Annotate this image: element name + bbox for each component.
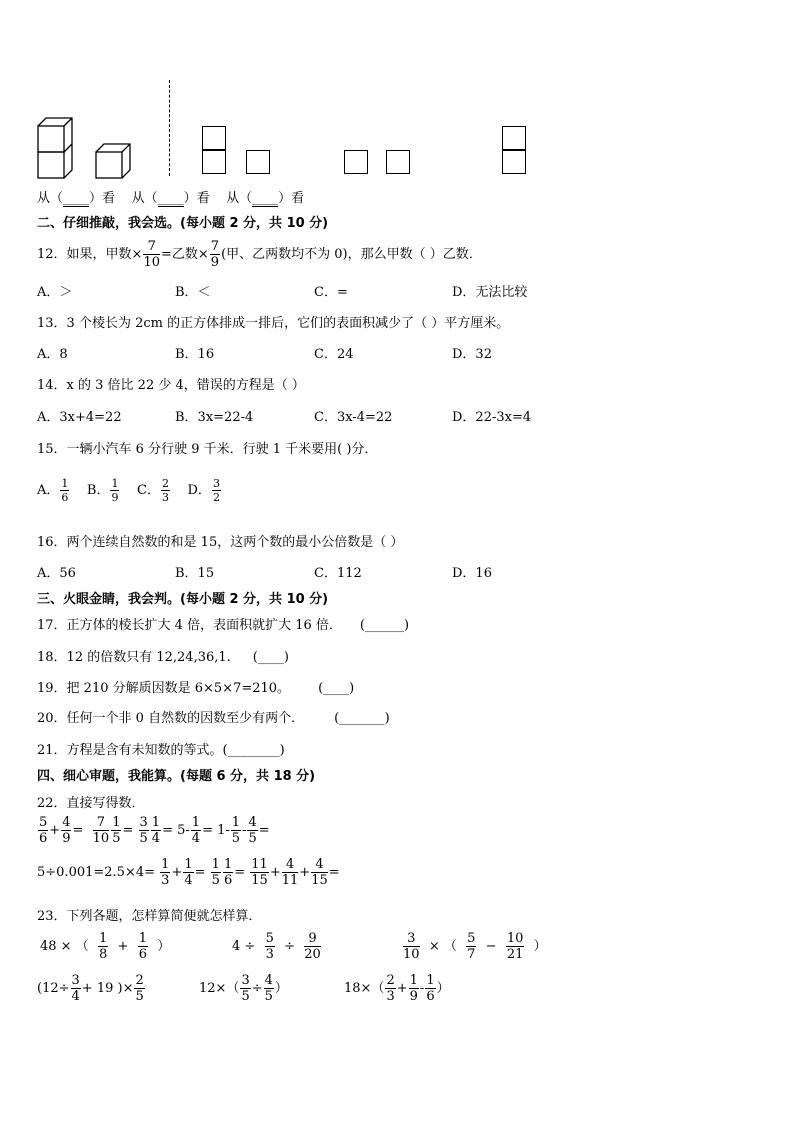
question-12: 12．如果，甲数× $\frac{7}{10}$ =乙数× $\frac{7}{9}$ (甲、乙两数均不为 0)，那么甲数（ ）乙数． bbox=[37, 239, 482, 270]
option[interactable]: A． $\frac{1}{6}$ bbox=[37, 477, 69, 504]
cube-figures bbox=[30, 110, 140, 180]
option[interactable]: C．112 bbox=[314, 566, 362, 581]
option[interactable]: B．16 bbox=[175, 347, 215, 362]
question-14: 14．x 的 3 倍比 22 少 4，错误的方程是（ ） bbox=[37, 378, 305, 393]
question-16: 16．两个连续自然数的和是 15，这两个数的最小公倍数是（ ） bbox=[37, 535, 404, 550]
option[interactable]: C．24 bbox=[314, 347, 354, 362]
option[interactable]: D．22-3x=4 bbox=[452, 410, 532, 425]
view-square bbox=[502, 126, 526, 150]
view-square bbox=[246, 150, 270, 174]
question-22-title: 22．直接写得数． bbox=[37, 796, 145, 811]
option[interactable]: C． $\frac{2}{3}$ bbox=[137, 477, 169, 504]
view-square bbox=[502, 150, 526, 174]
answer-blank[interactable]: ____ bbox=[252, 191, 279, 206]
answer-blank[interactable]: ____ bbox=[157, 191, 184, 206]
question-20: 20．任何一个非 0 自然数的因数至少有两个． (_______) bbox=[37, 711, 390, 726]
view-square bbox=[202, 126, 226, 150]
options-15 bbox=[37, 478, 222, 503]
q23-expr-5: 12×（ $\frac{3}{5}$ ÷ $\frac{4}{5}$ ） bbox=[199, 973, 288, 1004]
option[interactable]: A．3x+4=22 bbox=[37, 410, 122, 425]
question-23-title: 23．下列各题，怎样算简便就怎样算． bbox=[37, 909, 262, 924]
option[interactable]: B． $\frac{1}{9}$ bbox=[86, 477, 119, 504]
dashed-divider bbox=[169, 80, 170, 176]
section-heading: 四、细心审题，我能算。(每题 6 分，共 18 分) bbox=[37, 769, 316, 784]
answer-blank[interactable]: (______) bbox=[359, 618, 410, 633]
option[interactable]: A．56 bbox=[37, 566, 76, 581]
single-cube-icon bbox=[96, 144, 130, 178]
question-21: 21．方程是含有未知数的等式。(________) bbox=[37, 743, 285, 758]
q22-row-2: 5÷0.001=2.5×4= $\frac{1}{3}$ + $\frac{1}{4}$ = $\frac{1}{5}$ $\frac{1}{6}$ = $\frac{11}{15}$ + $\frac{4}{11}$ + $\frac{4}{15}$ = bbox=[37, 857, 340, 888]
view-labels: 从（____）看 从（____）看 从（____）看 bbox=[37, 191, 305, 206]
question-18: 18．12 的倍数只有 12,24,36,1. (____) bbox=[37, 650, 289, 665]
view-square bbox=[344, 150, 368, 174]
question-15: 15．一辆小汽车 6 分行驶 9 千米．行驶 1 千米要用( )分． bbox=[37, 442, 378, 457]
option[interactable]: C．3x-4=22 bbox=[314, 410, 393, 425]
q23-expr-2: 4 ÷ $\frac{5}{3}$ ÷ $\frac{9}{20}$ bbox=[232, 931, 321, 962]
q23-expr-4: (12÷ $\frac{3}{4}$ + 19 )× $\frac{2}{5}$ bbox=[37, 973, 144, 1004]
question-13: 13．3 个棱长为 2cm 的正方体排成一排后，它们的表面积减少了（ ）平方厘米。 bbox=[37, 316, 510, 331]
answer-blank[interactable]: (_______) bbox=[334, 711, 390, 726]
view-square bbox=[386, 150, 410, 174]
section-heading: 三、火眼金睛，我会判。(每小题 2 分，共 10 分) bbox=[37, 592, 329, 607]
question-19: 19．把 210 分解质因数是 6×5×7=210。 (____) bbox=[37, 681, 355, 696]
q22-row-1: $\frac{5}{6}$ + $\frac{4}{9}$ = $\frac{7}{10}$ $\frac{1}{5}$ = $\frac{3}{5}$ $\frac{1}{4}$ = 5- $\frac{1}{4}$ = 1- $\frac{1}{5}$ - $\frac{4}{5}$ = bbox=[39, 815, 270, 846]
option[interactable]: C．= bbox=[314, 285, 348, 300]
option[interactable]: A．8 bbox=[37, 347, 68, 362]
q23-expr-3: $\frac{3}{10}$ × （ $\frac{5}{7}$ − $\frac{10}{21}$ ） bbox=[403, 931, 547, 962]
answer-blank[interactable]: (____) bbox=[252, 650, 289, 665]
answer-blank[interactable]: (________) bbox=[222, 743, 285, 758]
option[interactable]: A．＞ bbox=[37, 285, 73, 300]
answer-blank[interactable]: ____ bbox=[63, 191, 90, 206]
section-heading: 二、仔细推敲，我会选。(每小题 2 分，共 10 分) bbox=[37, 216, 329, 231]
option[interactable]: B．＜ bbox=[175, 285, 211, 300]
question-17: 17．正方体的棱长扩大 4 倍，表面积就扩大 16 倍． (______) bbox=[37, 618, 410, 633]
option[interactable]: B．15 bbox=[175, 566, 215, 581]
option[interactable]: D． $\frac{3}{2}$ bbox=[187, 477, 220, 504]
option[interactable]: B．3x=22-4 bbox=[175, 410, 254, 425]
q23-expr-6: 18×（ $\frac{2}{3}$ + $\frac{1}{9}$ - $\frac{1}{6}$ ） bbox=[344, 973, 450, 1004]
answer-blank[interactable]: (____) bbox=[318, 681, 355, 696]
option[interactable]: D．32 bbox=[452, 347, 492, 362]
option[interactable]: D．无法比较 bbox=[452, 285, 528, 300]
view-square bbox=[202, 150, 226, 174]
option[interactable]: D．16 bbox=[452, 566, 492, 581]
stacked-cubes-icon bbox=[38, 118, 72, 178]
q23-expr-1: 48 × （ $\frac{1}{8}$ + $\frac{1}{6}$ ） bbox=[40, 931, 171, 962]
